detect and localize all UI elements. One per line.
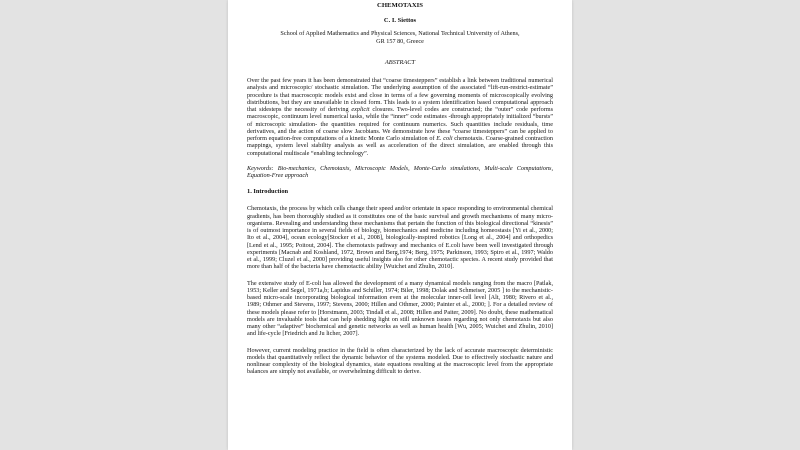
author-affiliation <box>247 30 553 46</box>
abstract-part-1: Over the past few years it has been demonstrated that “coarse timesteppers” establish a link between traditional numerical analysis and microscopic/ stochastic simulation. The underlying assumption of the associated “lift-run-restrict-estimate” procedure is that macroscopic models exist and close in terms of a few governing moments of microscopically evolving distributions, but they are unavailable in closed form. This leads to a system identification based computational approach that sidesteps the necessity of deriving <box>247 77 553 113</box>
affiliation-line-1: School of Applied Mathematics and Physical Sciences, National Technical University of Athens, <box>280 30 520 37</box>
abstract-text <box>247 77 553 157</box>
page-content <box>247 0 553 385</box>
abstract-emphasis-explicit: explicit <box>351 106 370 113</box>
intro-paragraph-2: The extensive study of E-coli has allowed the development of a many dynamical models ranging from the macro [Patlak, 1953; Keller and Segel, 1971a,b; Lapidus and Schiller, 1974; Biler, 1998; Dolak and Schmeiser, 2005 ] to the mechanistic-based micro-scale incorporating biological information even at the molecular inner-cell level [Alt, 1980; Rivero et al., 1989; Othmer and Stevens, 1997; Stevens, 2000; Hillen and Othmer, 2000; Painter et al., 2000; ]. For a detailed review of these models please refer to [Horstmann, 2003; Tindall et al., 2008; Hillen and Paiter, 2009]. No doubt, these mathematical models are invaluable tools that can help shedding light on still unknown issues regarding not only chemotaxis but also many other “adaptive” biochemical and genetic networks as well as human health [Wu, 2005; Wuichet and Zhulin, 2010] and life-cycle [Friedrich and Ju licher, 2007]. <box>247 279 553 338</box>
paper-title: CHEMOTAXIS <box>377 2 423 9</box>
author-name: C. I. Siettos <box>383 17 417 24</box>
abstract-part-2: closures. Two-level codes are constructed; the “outer” code performs macroscopic, continuum level numerical tasks, while the “inner” code estimates -through appropriately initialized “bursts” of microscopic simulation- the quantities required for continuum numerics. Such quantities include residuals, time derivatives, and the action of coarse slow Jacobians. We demonstrate how these “coarse timesteppers” can be applied to perform equation-free computations of a kinetic Monte Carlo simulation of <box>247 106 554 142</box>
affiliation-line-2: GR 157 80, Greece <box>376 38 424 45</box>
document-page <box>228 0 572 450</box>
intro-paragraph-3: However, current modeling practice in the field is often characterized by the lack of accurate macroscopic deterministic models that quantitatively reflect the dynamic behavior of the systems modeled. Due to effectively stochastic nature and nonlinear complexity of the biological dynamics, state equations resulting at the macroscopic level from the appropriate balances are simply not available, or overwhelming difficult to derive. <box>247 346 553 376</box>
section-heading-introduction: 1. Introduction <box>247 188 289 196</box>
abstract-heading: ABSTRACT <box>384 59 416 66</box>
intro-paragraph-1: Chemotaxis, the process by which cells change their speed and/or orientate in space responding to environmental chemical gradients, has been thoroughly studied as it constitutes one of the basic survival and growth mechanisms of many micro-organisms. Revealing and understanding these mechanisms that pertain the function of this biological directional “kinesis” is of outmost importance in several fields of biology, biomechanics and medicine including homeostasis [Yi et al., 2000; Ito et al., 2004], ocean ecology[Stocker et al., 2008], biologically-inspired robotics [Long et al., 2004] and orthopedics [Lend et al., 1995; Poitout, 2004]. The chemotaxis pathway and mechanics of E.coli have been well investigated through experiments [Macnab and Koshland, 1972, Brown and Berg,1974; Berg, 1975; Parkinson, 1993; Spiro et al., 1997; Waldo et al., 1999; Cluzel et al., 2000] providing useful insights also for other chemotactic species. A recent study provided that more than half of the bacteria have chemotactic ability [Wuichet and Zhulin, 2010]. <box>247 205 553 271</box>
abstract-emphasis-ecoli: E. coli <box>436 135 453 142</box>
keywords: Keywords: Bio-mechanics, Chemotaxis, Microscopic Models, Monte-Carlo simulations, Multi-scale Computations, Equation-Free approach <box>247 164 553 179</box>
abstract-part-3: chemotaxis. Coarse-grained contraction mappings, system level stability analysis as well as acceleration of the direct simulation, are enabled through this computational multiscale “enabling technology”. <box>247 135 554 157</box>
